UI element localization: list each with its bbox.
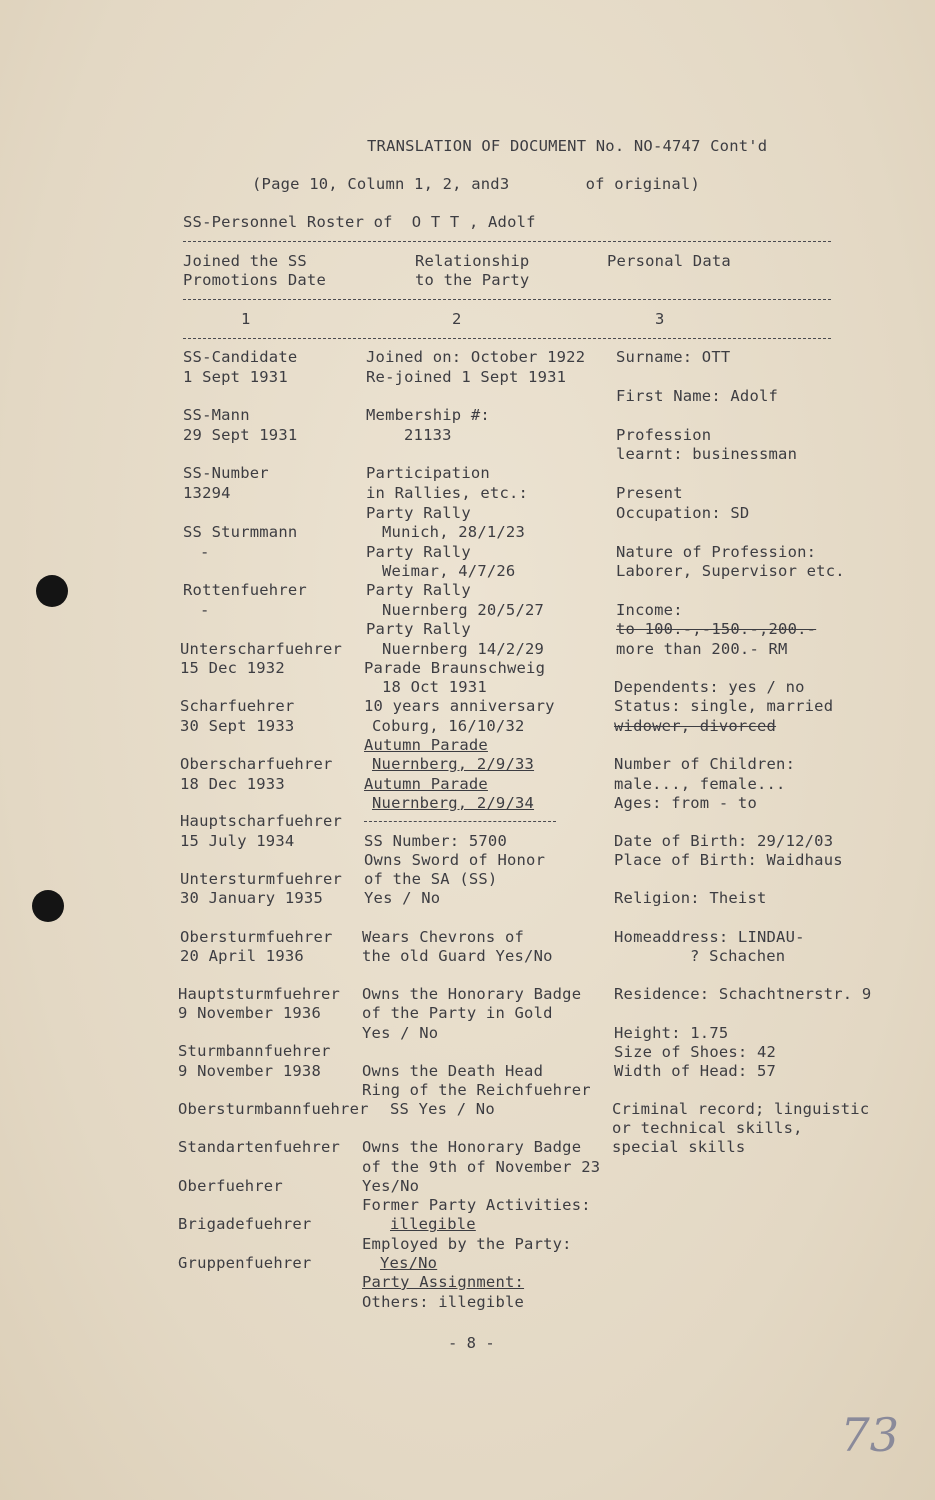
col1-line: 15 July 1934	[180, 832, 295, 850]
col1-line: Obersturmbannfuehrer	[178, 1100, 369, 1118]
col2-line: Ring of the Reichfuehrer	[362, 1081, 591, 1099]
divider	[183, 299, 831, 300]
col2-line: Munich, 28/1/23	[382, 523, 525, 541]
folio-number: 73	[840, 1408, 899, 1462]
col2-line: SS Yes / No	[390, 1100, 495, 1118]
col1-line: Obersturmfuehrer	[180, 928, 333, 946]
col3-line: Ages: from - to	[614, 794, 757, 812]
col3-line: Nature of Profession:	[616, 543, 817, 561]
col3-line: Number of Children:	[614, 755, 796, 773]
col1-line: Hauptsturmfuehrer	[178, 985, 341, 1003]
col3-line: or technical skills,	[612, 1119, 803, 1137]
col3-line: First Name: Adolf	[616, 387, 779, 405]
col2-line: Yes / No	[362, 1024, 439, 1042]
col2-line: illegible	[390, 1215, 476, 1233]
col1-line: 13294	[183, 484, 231, 502]
col1-line: Brigadefuehrer	[178, 1215, 312, 1233]
col1-line: 9 November 1936	[178, 1004, 321, 1022]
col3-line: Homeaddress: LINDAU-	[614, 928, 805, 946]
col3-line: Occupation: SD	[616, 504, 750, 522]
col2-line: Nuernberg 14/2/29	[382, 640, 545, 658]
column-number-2: 2	[452, 310, 462, 328]
punch-hole-bottom	[32, 890, 64, 922]
col1-line: Standartenfuehrer	[178, 1138, 341, 1156]
col2-line: Owns the Death Head	[362, 1062, 544, 1080]
col3-header: Personal Data	[607, 252, 731, 270]
col1-line: 20 April 1936	[180, 947, 304, 965]
col3-line: Place of Birth: Waidhaus	[614, 851, 843, 869]
col2-header-line1: Relationship	[415, 252, 530, 270]
col2-line: Nuernberg, 2/9/33	[372, 755, 535, 773]
col2-line: Yes/No	[362, 1177, 420, 1195]
col1-line: SS-Mann	[183, 406, 250, 424]
col2-line: Participation	[366, 464, 490, 482]
roster-heading: SS-Personnel Roster of O T T , Adolf	[183, 213, 536, 231]
column-number-1: 1	[241, 310, 251, 328]
col3-line: Width of Head: 57	[614, 1062, 777, 1080]
col1-line: SS-Number	[183, 464, 269, 482]
col3-line: Surname: OTT	[616, 348, 731, 366]
col1-line: Rottenfuehrer	[183, 581, 307, 599]
col1-line: Untersturmfuehrer	[180, 870, 343, 888]
col2-line: Membership #:	[366, 406, 490, 424]
col3-line: more than 200.- RM	[616, 640, 788, 658]
col2-line: Yes/No	[380, 1254, 438, 1272]
col3-line: Income:	[616, 601, 683, 619]
col1-line: -	[200, 543, 210, 561]
col2-line: Owns Sword of Honor	[364, 851, 546, 869]
col2-line: of the Party in Gold	[362, 1004, 553, 1022]
col2-line: Re-joined 1 Sept 1931	[366, 368, 567, 386]
col3-line: Residence: Schachtnerstr. 9	[614, 985, 872, 1003]
page-number: - 8 -	[448, 1334, 495, 1352]
col3-line: Size of Shoes: 42	[614, 1043, 777, 1061]
col1-line: Sturmbannfuehrer	[178, 1042, 331, 1060]
col1-line: 9 November 1938	[178, 1062, 321, 1080]
col3-line: special skills	[612, 1138, 746, 1156]
col2-line: Party Assignment:	[362, 1273, 525, 1291]
col2-line: Autumn Parade	[364, 736, 488, 754]
col2-line: in Rallies, etc.:	[366, 484, 529, 502]
col2-line: 18 Oct 1931	[382, 678, 487, 696]
col1-line: 30 Sept 1933	[180, 717, 295, 735]
col2-line: SS Number: 5700	[364, 832, 507, 850]
col2-line: Owns the Honorary Badge	[362, 1138, 582, 1156]
document-subtitle: (Page 10, Column 1, 2, and3 of original)	[252, 175, 700, 193]
col3-line: Religion: Theist	[614, 889, 767, 907]
col1-line: Unterscharfuehrer	[180, 640, 343, 658]
col2-line: Coburg, 16/10/32	[372, 717, 525, 735]
col3-line: Profession	[616, 426, 712, 444]
col3-line: ? Schachen	[690, 947, 786, 965]
col1-line: SS-Candidate	[183, 348, 298, 366]
col3-line: Present	[616, 484, 683, 502]
col1-line: 15 Dec 1932	[180, 659, 285, 677]
col1-header-line2: Promotions Date	[183, 271, 326, 289]
col1-header-line1: Joined the SS	[183, 252, 307, 270]
col3-line: Height: 1.75	[614, 1024, 729, 1042]
col2-line: Owns the Honorary Badge	[362, 985, 582, 1003]
col2-line: Yes / No	[364, 889, 441, 907]
punch-hole-top	[36, 575, 68, 607]
divider	[183, 338, 831, 339]
col2-line: of the 9th of November 23	[362, 1158, 601, 1176]
col3-line: to 100.-,-150.-,200.-	[616, 620, 817, 638]
col1-line: Scharfuehrer	[180, 697, 295, 715]
col2-line: Parade Braunschweig	[364, 659, 546, 677]
col2-line: the old Guard Yes/No	[362, 947, 553, 965]
col2-line: Party Rally	[366, 581, 471, 599]
column-number-3: 3	[655, 310, 665, 328]
col2-line: Autumn Parade	[364, 775, 488, 793]
col1-line: Oberscharfuehrer	[180, 755, 333, 773]
col3-line: Dependents: yes / no	[614, 678, 805, 696]
col1-line: -	[200, 601, 210, 619]
col1-line: Oberfuehrer	[178, 1177, 283, 1195]
col1-line: 30 January 1935	[180, 889, 323, 907]
col1-line: Hauptscharfuehrer	[180, 812, 343, 830]
col2-line: Others: illegible	[362, 1293, 525, 1311]
col2-line: Weimar, 4/7/26	[382, 562, 516, 580]
col2-line: Former Party Activities:	[362, 1196, 591, 1214]
col1-line: Gruppenfuehrer	[178, 1254, 312, 1272]
col3-line: learnt: businessman	[616, 445, 798, 463]
col3-line: male..., female...	[614, 775, 786, 793]
col2-line: Employed by the Party:	[362, 1235, 572, 1253]
col2-line: 10 years anniversary	[364, 697, 555, 715]
col2-line: Party Rally	[366, 620, 471, 638]
col3-line: widower, divorced	[614, 717, 777, 735]
col3-line: Laborer, Supervisor etc.	[616, 562, 845, 580]
col1-line: 1 Sept 1931	[183, 368, 288, 386]
col2-line: of the SA (SS)	[364, 870, 498, 888]
col2-line: Nuernberg, 2/9/34	[372, 794, 535, 812]
col1-line: 29 Sept 1931	[183, 426, 298, 444]
col1-line: 18 Dec 1933	[180, 775, 285, 793]
col2-line: 21133	[404, 426, 452, 444]
document-title: TRANSLATION OF DOCUMENT No. NO-4747 Cont'd	[367, 137, 768, 155]
col1-line: SS Sturmmann	[183, 523, 298, 541]
col3-line: Criminal record; linguistic	[612, 1100, 870, 1118]
col3-line: Date of Birth: 29/12/03	[614, 832, 834, 850]
divider	[364, 821, 556, 822]
divider	[183, 241, 831, 242]
col2-line: Nuernberg 20/5/27	[382, 601, 545, 619]
col2-line: Party Rally	[366, 543, 471, 561]
col3-line: Status: single, married	[614, 697, 834, 715]
col2-line: Joined on: October 1922	[366, 348, 586, 366]
col2-line: Party Rally	[366, 504, 471, 522]
col2-line: Wears Chevrons of	[362, 928, 525, 946]
col2-header-line2: to the Party	[415, 271, 530, 289]
